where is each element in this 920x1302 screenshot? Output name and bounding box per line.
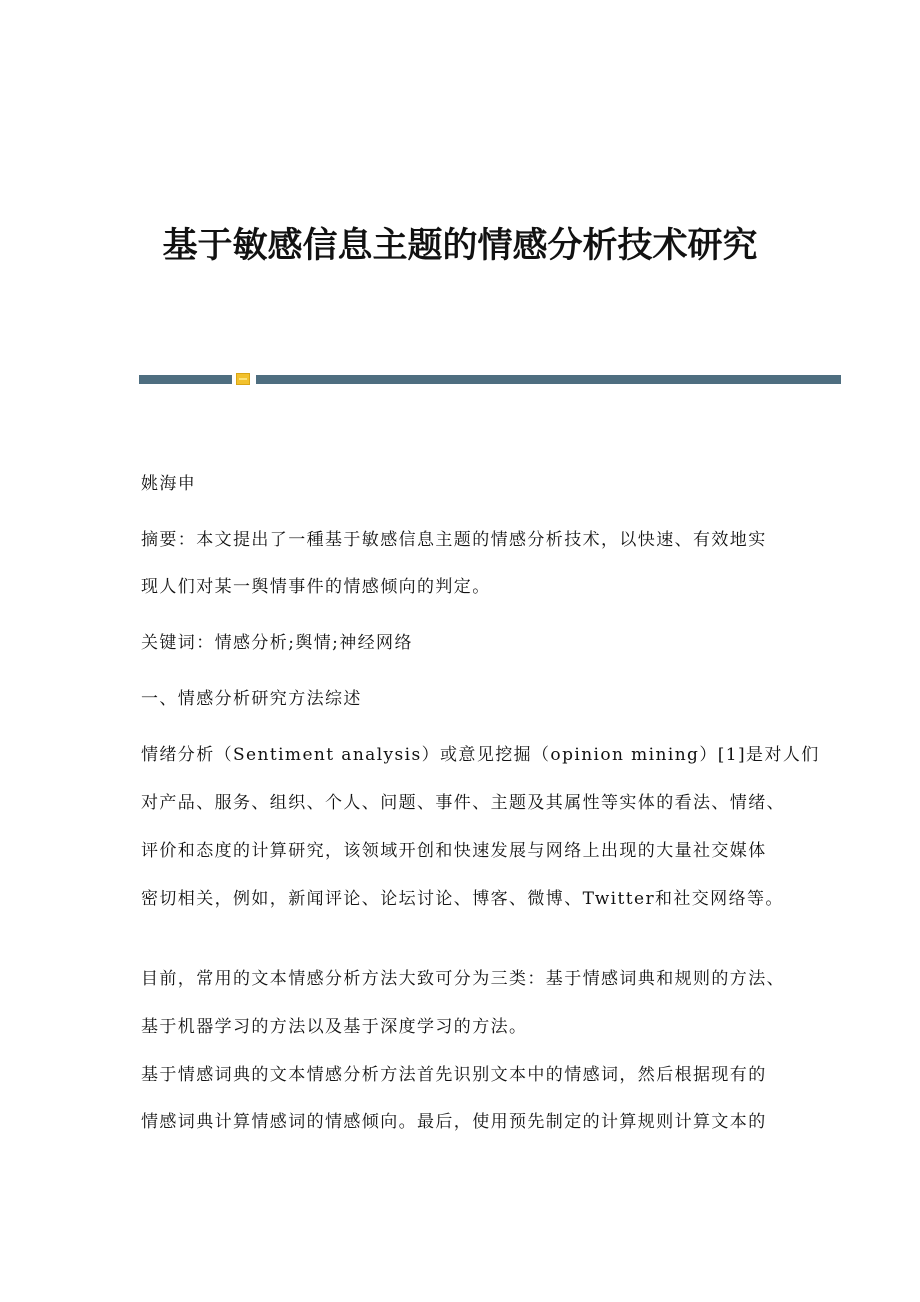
paragraph-line: 情感词典计算情感词的情感倾向。最后，使用预先制定的计算规则计算文本的 — [141, 1112, 767, 1132]
paragraph-line: 基于机器学习的方法以及基于深度学习的方法。 — [141, 1017, 528, 1037]
paragraph-line: 基于情感词典的文本情感分析方法首先识别文本中的情感词，然后根据现有的 — [141, 1065, 767, 1085]
paragraph-line: 对产品、服务、组织、个人、问题、事件、主题及其属性等实体的看法、情绪、 — [141, 793, 785, 813]
author: 姚海申 — [141, 474, 197, 494]
title-divider-right — [256, 375, 841, 384]
paragraph-line: 评价和态度的计算研究，该领域开创和快速发展与网络上出现的大量社交媒体 — [141, 841, 767, 861]
section-heading: 一、情感分析研究方法综述 — [141, 689, 362, 709]
title-divider-left — [139, 375, 232, 384]
document-title: 基于敏感信息主题的情感分析技术研究 — [162, 225, 758, 266]
divider-ornament-icon — [236, 373, 250, 385]
abstract-line: 摘要：本文提出了一種基于敏感信息主题的情感分析技术，以快速、有效地实 — [141, 530, 767, 550]
abstract-line: 现人们对某一舆情事件的情感倾向的判定。 — [141, 577, 491, 597]
paragraph-line: 目前，常用的文本情感分析方法大致可分为三类：基于情感词典和规则的方法、 — [141, 969, 785, 989]
paragraph-line: 密切相关，例如，新闻评论、论坛讨论、博客、微博、Twitter和社交网络等。 — [141, 889, 784, 909]
keywords: 关键词：情感分析;舆情;神经网络 — [141, 633, 413, 653]
paragraph-line: 情绪分析（Sentiment analysis）或意见挖掘（opinion mining）[1]是对人们 — [141, 745, 820, 765]
